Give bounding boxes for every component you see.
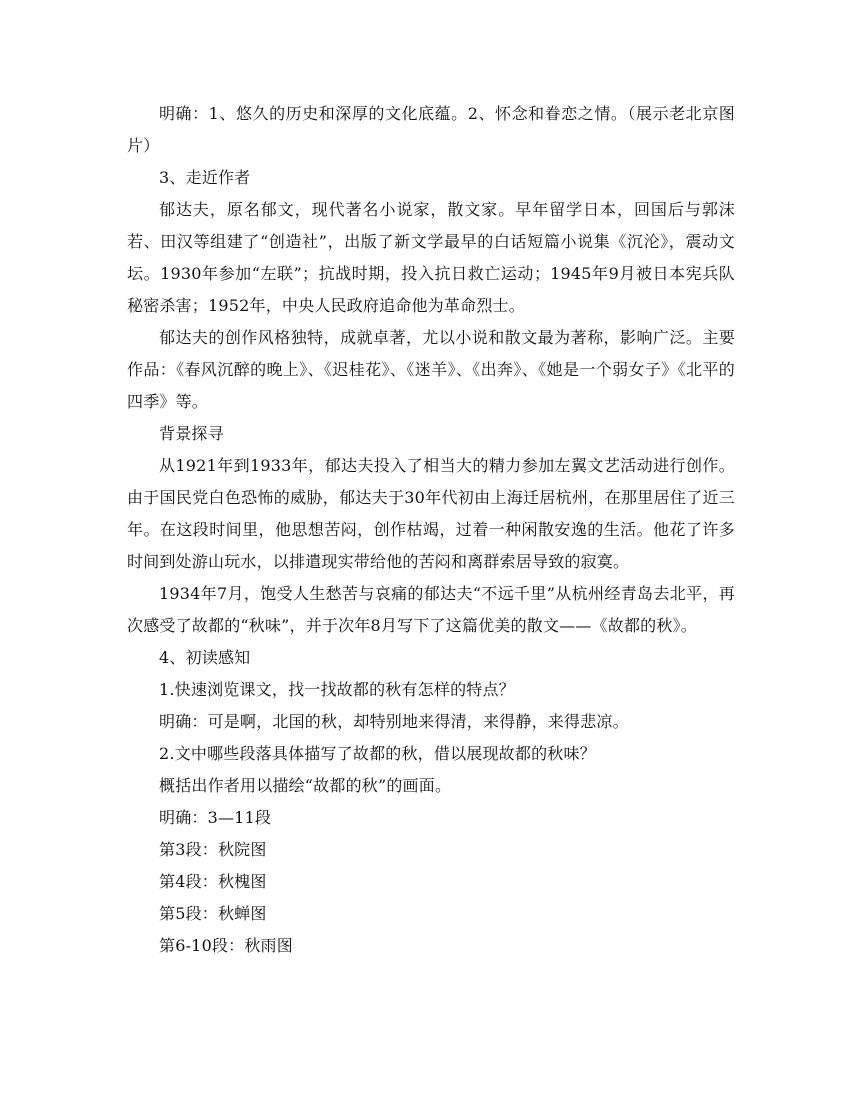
answer-2: 明确：3—11段: [159, 808, 272, 827]
heading-author: 3、走近作者: [159, 168, 251, 187]
paragraph-author-bio: 郁达夫，原名郁文，现代著名小说家，散文家。早年留学日本，回国后与郭沫若、田汉等组建了“创造社”，出版了新文学最早的白话短篇小说集《沉沦》，震动文坛。1930年参加“左联”；抗战时期，投入抗日救亡运动；1945年9月被日本宪兵队秘密杀害；1952年，中央人民政府追命他为革命烈士。: [127, 200, 735, 315]
paragraph-background-2: 1934年7月，饱受人生愁苦与哀痛的郁达夫“不远千里”从杭州经青岛去北平，再次感受了故都的“秋味”，并于次年8月写下了这篇优美的散文——《故都的秋》。: [127, 584, 735, 635]
list-item-paragraph-3: 第3段：秋院图: [159, 840, 267, 859]
paragraph-answer-1: 明确：1、悠久的历史和深厚的文化底蕴。2、怀念和眷恋之情。（展示老北京图片）: [127, 104, 735, 155]
heading-first-reading: 4、初读感知: [159, 648, 251, 667]
instruction-summarize: 概括出作者用以描绘“故都的秋”的画面。: [159, 776, 452, 795]
question-1: 1.快速浏览课文，找一找故都的秋有怎样的特点？: [159, 680, 515, 699]
paragraph-author-works: 郁达夫的创作风格独特，成就卓著，尤以小说和散文最为著称，影响广泛。主要作品：《春风沉醉的晚上》、《迟桂花》、《迷羊》、《出奔》、《她是一个弱女子》《北平的四季》等。: [127, 328, 735, 411]
document-body: [127, 98, 735, 962]
paragraph-background-1: 从1921年到1933年，郁达夫投入了相当大的精力参加左翼文艺活动进行创作。由于国民党白色恐怖的威胁，郁达夫于30年代初由上海迁居杭州，在那里居住了近三年。在这段时间里，他思想苦闷，创作枯竭，过着一种闲散安逸的生活。他花了许多时间到处游山玩水，以排遣现实带给他的苦闷和离群索居导致的寂寞。: [127, 456, 735, 571]
list-item-paragraph-5: 第5段：秋蝉图: [159, 904, 267, 923]
list-item-paragraph-4: 第4段：秋槐图: [159, 872, 267, 891]
question-2: 2.文中哪些段落具体描写了故都的秋，借以展现故都的秋味？: [159, 744, 596, 763]
list-item-paragraph-6-10: 第6-10段：秋雨图: [159, 936, 293, 955]
answer-1: 明确：可是啊，北国的秋，却特别地来得清，来得静，来得悲凉。: [159, 712, 629, 731]
heading-background: 背景探寻: [159, 424, 224, 443]
